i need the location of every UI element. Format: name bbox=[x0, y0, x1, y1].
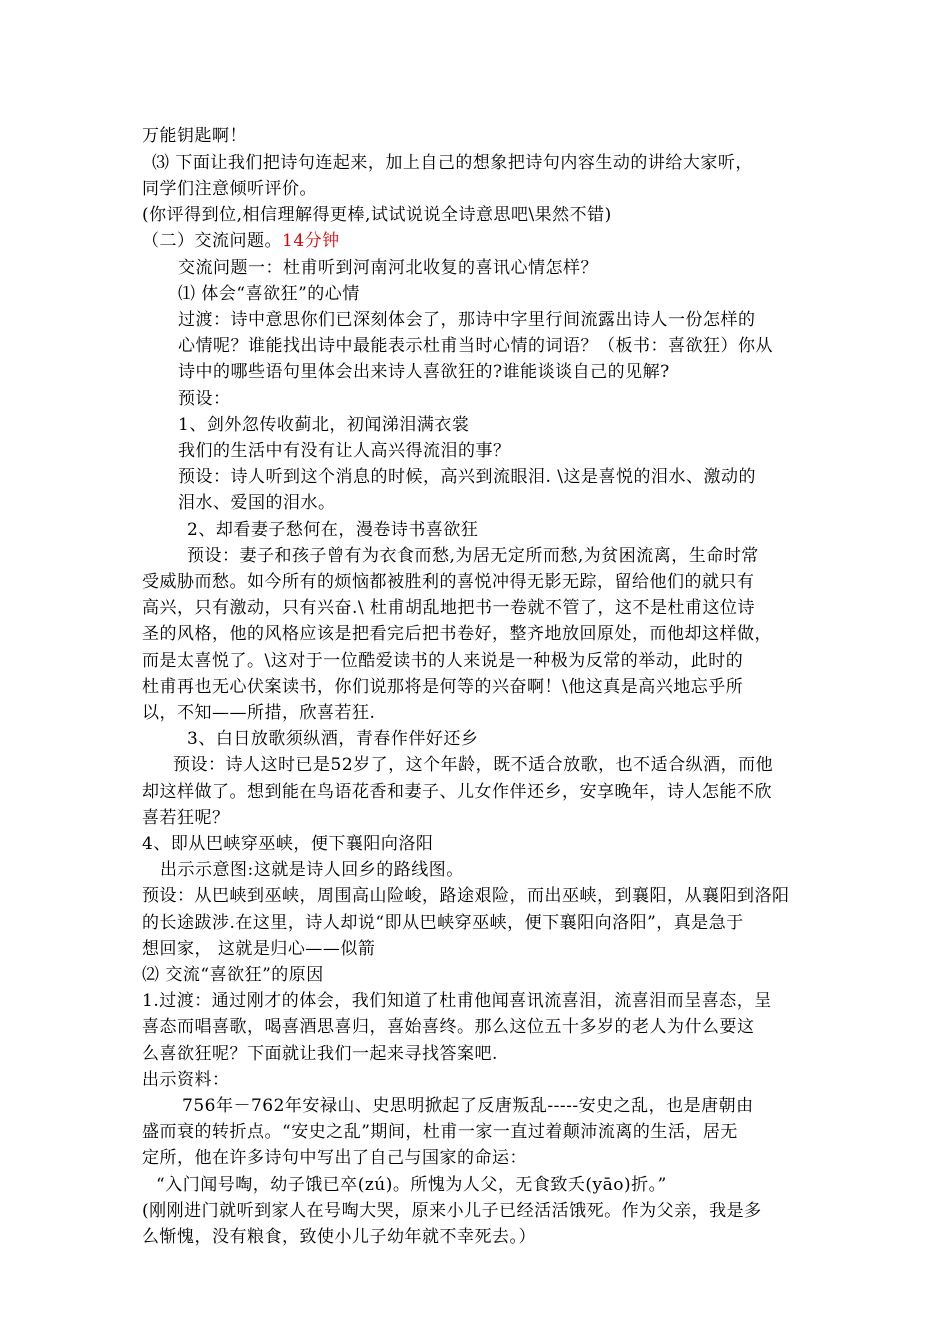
text-line: 诗中的哪些语句里体会出来诗人喜欲狂的?谁能谈谈自己的见解? bbox=[178, 362, 670, 382]
text-line: 心情呢？谁能找出诗中最能表示杜甫当时心情的词语？（板书：喜欲狂）你从 bbox=[178, 336, 773, 356]
text-line: 万能钥匙啊！ bbox=[142, 126, 247, 146]
text-line: 却这样做了。想到能在鸟语花香和妻子、儿女作伴还乡，安享晚年，诗人怎能不欣 bbox=[142, 782, 772, 802]
text-line: ⑶ 下面让我们把诗句连起来，加上自己的想象把诗句内容生动的讲给大家听， bbox=[152, 153, 753, 173]
text-line: 我们的生活中有没有让人高兴得流泪的事？ bbox=[178, 441, 511, 461]
text-line: 预设：诗人听到这个消息的时候，高兴到流眼泪. \这是喜悦的泪水、激动的 bbox=[178, 467, 757, 487]
text-line: 交流问题一：杜甫听到河南河北收复的喜讯心情怎样？ bbox=[178, 258, 598, 278]
text-line: 喜若狂呢？ bbox=[142, 808, 230, 828]
text-line: 高兴，只有激动，只有兴奋.\ 杜甫胡乱地把书一卷就不管了，这不是杜甫这位诗 bbox=[142, 598, 756, 618]
text-line: 杜甫再也无心伏案读书，你们说那将是何等的兴奋啊！\他这真是高兴地忘乎所 bbox=[142, 677, 744, 697]
text-line: (刚刚进门就听到家人在号啕大哭，原来小儿子已经活活饿死。作为父亲，我是多 bbox=[142, 1201, 762, 1221]
text-line: 2、却看妻子愁何在，漫卷诗书喜欲狂 bbox=[187, 520, 479, 540]
text-line: 么惭愧，没有粮食，致使小儿子幼年就不幸死去。） bbox=[142, 1227, 536, 1247]
text-line: 预设： bbox=[178, 389, 231, 409]
text-line: 想回家， 这就是归心——似箭 bbox=[142, 939, 376, 959]
text-line: 同学们注意倾听评价。 bbox=[142, 179, 317, 199]
quote-line: “入门闻号啕，幼子饿已卒(zú)。所愧为人父，无食致夭(yāo)折。” bbox=[156, 1175, 667, 1195]
time-note: 14分钟 bbox=[282, 231, 340, 251]
text-line: 出示示意图:这就是诗人回乡的路线图。 bbox=[160, 860, 464, 880]
text-line: 以，不知——所措，欣喜若狂. bbox=[142, 703, 376, 723]
text-line: 1.过渡：通过刚才的体会，我们知道了杜甫他闻喜讯流喜泪，流喜泪而呈喜态，呈 bbox=[142, 991, 772, 1011]
text-line: 4、即从巴峡穿巫峡，便下襄阳向洛阳 bbox=[142, 834, 434, 854]
text-line: 过渡：诗中意思你们已深刻体会了，那诗中字里行间流露出诗人一份怎样的 bbox=[178, 310, 756, 330]
text-line: 1、剑外忽传收蓟北，初闻涕泪满衣裳 bbox=[178, 415, 470, 435]
text-line: 盛而衰的转折点。“安史之乱”期间，杜甫一家一直过着颠沛流离的生活，居无 bbox=[142, 1122, 738, 1142]
text-line: ⑴ 体会“喜欲狂”的心情 bbox=[178, 284, 360, 304]
text-line: 圣的风格，他的风格应该是把看完后把书卷好，整齐地放回原处，而他却这样做， bbox=[142, 624, 772, 644]
text-line: 出示资料： bbox=[142, 1070, 230, 1090]
text-line: (你评得到位,相信理解得更棒,试试说说全诗意思吧\果然不错) bbox=[142, 205, 612, 225]
text-line: 预设：从巴峡到巫峡，周围高山险峻，路途艰险，而出巫峡，到襄阳，从襄阳到洛阳 bbox=[142, 886, 790, 906]
text-line: 3、白日放歌须纵酒，青春作伴好还乡 bbox=[187, 729, 479, 749]
text-line: 预设：妻子和孩子曾有为衣食而愁,为居无定所而愁,为贫困流离，生命时常 bbox=[187, 546, 759, 566]
text-line: 预设：诗人这时已是52岁了，这个年龄，既不适合放歌，也不适合纵酒，而他 bbox=[173, 755, 774, 775]
text-line: 定所，他在许多诗句中写出了自己与国家的命运： bbox=[142, 1148, 527, 1168]
text-line: 么喜欲狂呢？下面就让我们一起来寻找答案吧. bbox=[142, 1044, 498, 1064]
text-line: ⑵ 交流“喜欲狂”的原因 bbox=[142, 965, 324, 985]
text-line: 泪水、爱国的泪水。 bbox=[178, 493, 336, 513]
text-line: 的长途跋涉.在这里，诗人却说“即从巴峡穿巫峡，便下襄阳向洛阳”，真是急于 bbox=[142, 913, 744, 933]
text-line: 756年－762年安禄山、史思明掀起了反唐叛乱-----安史之乱，也是唐朝由 bbox=[182, 1096, 754, 1116]
section-heading bbox=[142, 228, 340, 254]
section-heading-text: （二）交流问题。 bbox=[142, 231, 282, 251]
text-line: 喜态而唱喜歌，喝喜酒思喜归，喜始喜终。那么这位五十多岁的老人为什么要这 bbox=[142, 1017, 755, 1037]
text-line: 而是太喜悦了。\这对于一位酷爱读书的人来说是一种极为反常的举动，此时的 bbox=[142, 651, 744, 671]
text-line: 受威胁而愁。如今所有的烦恼都被胜利的喜悦冲得无影无踪，留给他们的就只有 bbox=[142, 572, 755, 592]
